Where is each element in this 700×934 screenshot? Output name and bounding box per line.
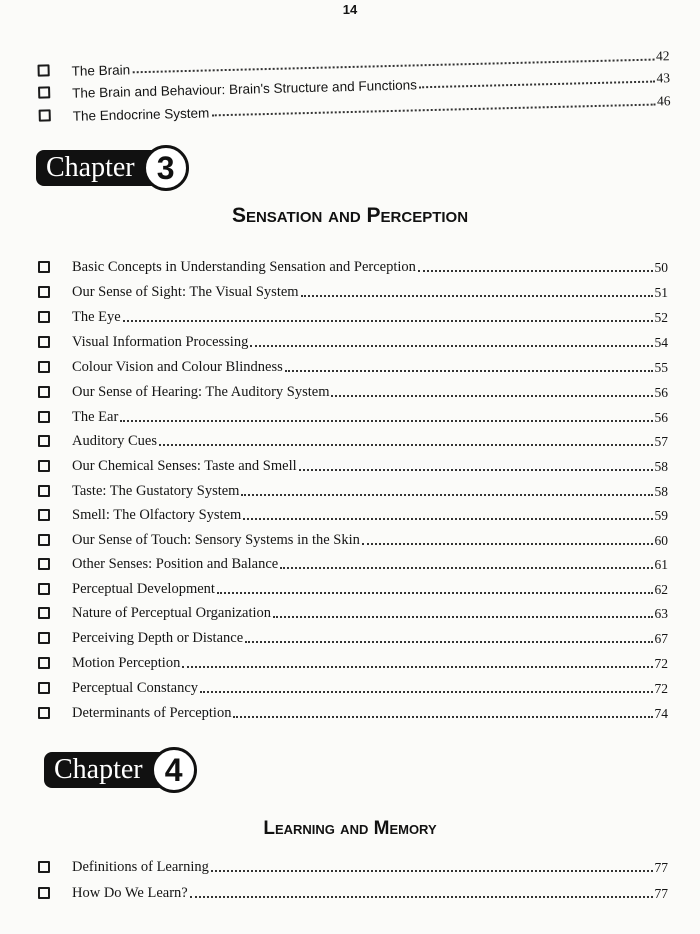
dot-leader — [190, 896, 653, 898]
toc-entry[interactable] — [38, 578, 668, 598]
dot-leader — [245, 641, 652, 643]
checkbox-icon — [38, 336, 50, 348]
toc-entry-page: 55 — [654, 360, 668, 375]
dot-leader — [241, 494, 652, 496]
toc-entry[interactable] — [38, 331, 668, 351]
dot-leader — [301, 295, 653, 297]
chapter-label: Chapter — [44, 752, 177, 788]
dot-leader — [211, 104, 655, 117]
toc-entry-page: 63 — [654, 606, 668, 621]
toc-entry[interactable] — [38, 627, 668, 647]
toc-entry[interactable] — [38, 455, 668, 475]
dot-leader — [233, 716, 652, 718]
toc-entry[interactable] — [38, 356, 668, 376]
toc-entry-page: 50 — [654, 260, 668, 275]
checkbox-icon — [37, 64, 49, 76]
toc-entry[interactable] — [38, 856, 668, 876]
dot-leader — [200, 691, 652, 693]
checkbox-icon — [38, 583, 50, 595]
chapter-3-title: Sensation and Perception — [231, 204, 469, 227]
toc-entry[interactable] — [38, 882, 668, 902]
dot-leader — [123, 320, 653, 322]
toc-entry-page: 56 — [654, 410, 668, 425]
toc-entry-label: Perceiving Depth or Distance — [72, 630, 244, 646]
toc-entry-label: Determinants of Perception — [72, 705, 232, 721]
checkbox-icon — [38, 311, 50, 323]
toc-entry-page: 42 — [655, 48, 670, 64]
checkbox-icon — [38, 887, 50, 899]
toc-entry[interactable] — [38, 381, 668, 401]
chapter-number: 3 — [143, 145, 189, 191]
toc-entry-label: Visual Information Processing — [72, 334, 249, 350]
toc-entry-label: Other Senses: Position and Balance — [72, 556, 279, 572]
toc-entry[interactable] — [38, 553, 668, 573]
toc-entry-page: 57 — [654, 434, 668, 449]
toc-entry-page: 72 — [654, 681, 668, 696]
checkbox-icon — [38, 435, 50, 447]
toc-entry[interactable] — [38, 406, 668, 426]
toc-entry-label: Definitions of Learning — [72, 859, 209, 875]
toc-entry-label: Our Sense of Sight: The Visual System — [72, 284, 299, 300]
toc-entry-page: 46 — [656, 93, 671, 109]
dot-leader — [211, 870, 653, 872]
toc-entry-label: How Do We Learn? — [72, 885, 188, 901]
checkbox-icon — [38, 861, 50, 873]
checkbox-icon — [38, 261, 50, 273]
toc-entry-page: 61 — [654, 557, 668, 572]
toc-entry[interactable] — [38, 306, 668, 326]
chapter-4-badge — [44, 749, 197, 791]
toc-entry-label: The Eye — [72, 309, 121, 325]
checkbox-icon — [38, 558, 50, 570]
checkbox-icon — [38, 509, 50, 521]
dot-leader — [280, 567, 652, 569]
chapter-number: 4 — [151, 747, 197, 793]
checkbox-icon — [39, 109, 51, 121]
dot-leader — [419, 81, 655, 89]
dot-leader — [299, 469, 653, 471]
dot-leader — [285, 370, 653, 372]
dot-leader — [331, 395, 652, 397]
toc-entry[interactable] — [38, 677, 668, 697]
toc-entry[interactable] — [38, 480, 668, 500]
checkbox-icon — [38, 534, 50, 546]
chapter-label: Chapter — [36, 150, 169, 186]
toc-entry-page: 62 — [654, 582, 668, 597]
checkbox-icon — [38, 361, 50, 373]
checkbox-icon — [38, 485, 50, 497]
checkbox-icon — [38, 707, 50, 719]
dot-leader — [418, 270, 653, 272]
toc-entry-label: Auditory Cues — [72, 433, 157, 449]
dot-leader — [243, 518, 652, 520]
toc-entry-page: 67 — [654, 631, 668, 646]
toc-entry-label: The Ear — [72, 409, 119, 425]
checkbox-icon — [38, 460, 50, 472]
toc-entry-label: The Brain and Behaviour: Brain's Structure and Functions — [72, 77, 418, 101]
checkbox-icon — [38, 607, 50, 619]
toc-entry[interactable] — [38, 430, 668, 450]
checkbox-icon — [38, 86, 50, 98]
toc-entry-label: Our Chemical Senses: Taste and Smell — [72, 458, 297, 474]
checkbox-icon — [38, 286, 50, 298]
toc-entry[interactable] — [38, 602, 668, 622]
toc-entry-page: 54 — [654, 335, 668, 350]
checkbox-icon — [38, 411, 50, 423]
toc-entry-page: 77 — [654, 860, 668, 875]
dot-leader — [182, 666, 652, 668]
checkbox-icon — [38, 632, 50, 644]
toc-entry-page: 51 — [654, 285, 668, 300]
checkbox-icon — [38, 657, 50, 669]
dot-leader — [217, 592, 653, 594]
toc-entry-page: 43 — [656, 70, 671, 86]
toc-entry-page: 77 — [654, 886, 668, 901]
dot-leader — [273, 616, 652, 618]
toc-entry-label: The Brain — [71, 62, 131, 79]
toc-entry-page: 58 — [654, 484, 668, 499]
toc-entry-label: Colour Vision and Colour Blindness — [72, 359, 283, 375]
toc-entry-page: 58 — [654, 459, 668, 474]
dot-leader — [362, 543, 653, 545]
toc-entry-label: Nature of Perceptual Organization — [72, 605, 272, 621]
toc-entry-label: Taste: The Gustatory System — [72, 483, 240, 499]
toc-entry[interactable] — [38, 504, 668, 524]
toc-entry-page: 72 — [654, 656, 668, 671]
toc-entry-label: The Endocrine System — [72, 105, 210, 124]
toc-entry-page: 74 — [654, 706, 668, 721]
checkbox-icon — [38, 386, 50, 398]
toc-entry-label: Perceptual Development — [72, 581, 215, 597]
toc-entry-page: 56 — [654, 385, 668, 400]
toc-entry[interactable] — [38, 702, 668, 722]
dot-leader — [159, 444, 653, 446]
toc-entry-page: 59 — [654, 508, 668, 523]
toc-entry-label: Our Sense of Hearing: The Auditory System — [72, 384, 330, 400]
chapter-3-badge — [36, 147, 189, 189]
dot-leader — [120, 420, 652, 422]
chapter-4-title: Learning and Memory — [263, 818, 437, 839]
prev-chapter-entries — [0, 43, 699, 124]
toc-entry[interactable] — [38, 281, 668, 301]
toc-entry-label: Perceptual Constancy — [72, 680, 199, 696]
toc-entry[interactable] — [38, 529, 668, 549]
page-number: 14 — [342, 2, 358, 17]
toc-entry-label: Smell: The Olfactory System — [72, 507, 242, 523]
toc-entry-page: 52 — [654, 310, 668, 325]
toc-entry[interactable] — [38, 652, 668, 672]
toc-entry-label: Basic Concepts in Understanding Sensation and Perception — [72, 259, 416, 275]
toc-entry-label: Our Sense of Touch: Sensory Systems in the Skin — [72, 532, 360, 548]
toc-entry-page: 60 — [654, 533, 668, 548]
dot-leader — [250, 345, 652, 347]
toc-entry-label: Motion Perception — [72, 655, 181, 671]
checkbox-icon — [38, 682, 50, 694]
toc-entry[interactable] — [38, 256, 668, 276]
